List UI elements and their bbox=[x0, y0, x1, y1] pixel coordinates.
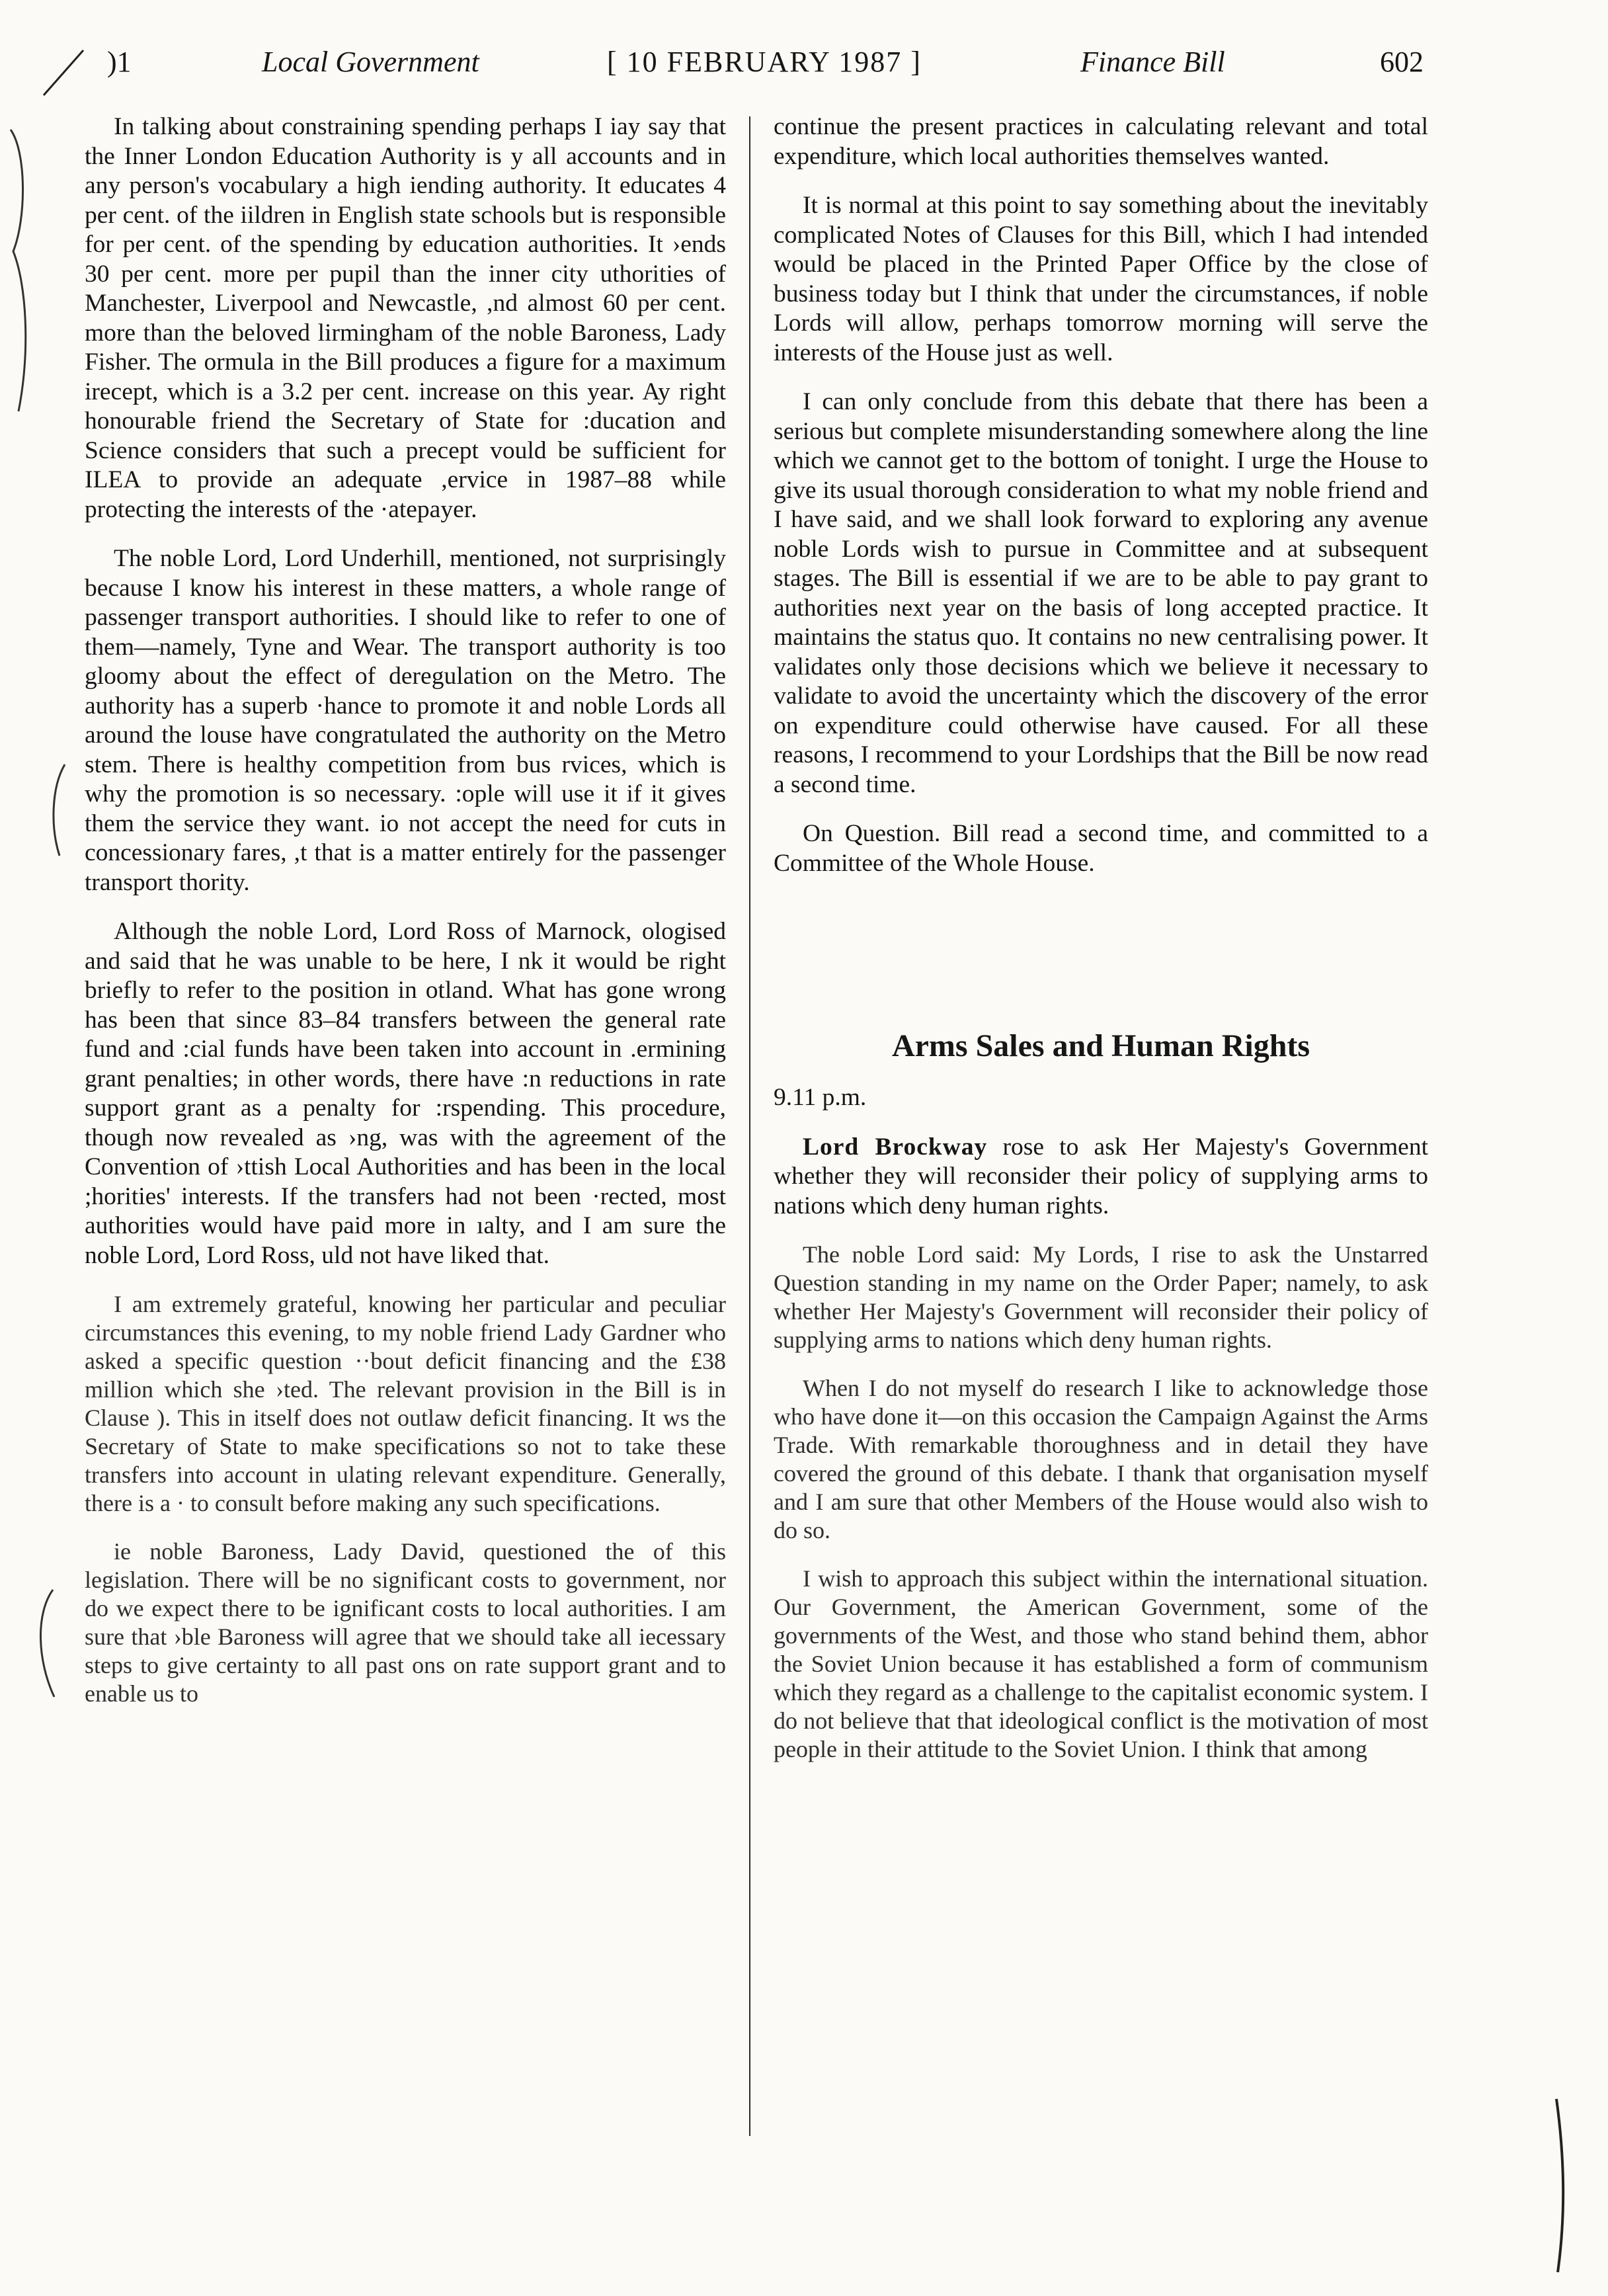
pen-stroke-mark bbox=[41, 46, 87, 99]
body-paragraph: continue the present practices in calculating relevant and total expenditure, which local authorities themselves wanted. bbox=[774, 113, 1428, 170]
column-divider bbox=[749, 116, 750, 2136]
question-text: rose to ask Her Majesty's Government whether they will reconsider their policy of supplying arms to nations which deny human rights. bbox=[774, 1133, 1428, 1219]
right-column bbox=[774, 112, 1428, 1784]
body-paragraph: Although the noble Lord, Lord Ross of Marnock, ologised and said that he was unable to be here, I nk it would be right briefly to refer to the position in otland. What has gone wrong has been that since 83–84 transfers between the general rate fund and :cial funds have been taken into account in .ermining grant penalties; in other words, there have :n reductions in rate support grant as a penalty for :rspending. This procedure, though now revealed as ›ng, was with the agreement of the Convention of ›ttish Local Authorities and has been in the local ;horities' interests. If the transfers had not been ·rected, most authorities would have paid more in ıalty, and I am sure the noble Lord, Lord Ross, uld not have liked that. bbox=[85, 918, 726, 1269]
body-paragraph: ie noble Baroness, Lady David, questioned the of this legislation. There will be no significant costs to government, nor do we expect there to be ignificant costs to local authorities. I am sure that ›ble Baroness will agree that we should take all iecessary steps to give certainty to all past ons on rate support grant and to enable us to bbox=[85, 1538, 726, 1707]
body-paragraph: In talking about constraining spending perhaps I iay say that the Inner London Education Authority is y all accounts and in any person's vocabulary a high iending authority. It educates 4 per cent. of the iildren in English state schools but is responsible for per cent. of the spending by education authorities. It ›ends 30 per cent. more per pupil than the inner city uthorities of Manchester, Liverpool and Newcastle, ,nd almost 60 per cent. more than the beloved lirmingham of the noble Baroness, Lady Fisher. The ormula in the Bill produces a figure for a maximum irecept, which is a 3.2 per cent. increase on this year. Ay right honourable friend the Secretary of State for :ducation and Science considers that such a precept vould be sufficient for ILEA to provide an adequate ,ervice in 1987–88 while protecting the interests of the ·atepayer. bbox=[85, 113, 726, 523]
body-paragraph: When I do not myself do research I like to acknowledge those who have done it—on this occasion the Campaign Against the Arms Trade. With remarkable thoroughness and in detail they have covered the ground of this debate. I thank that organisation myself and I am sure that other Members of the House would also wish to do so. bbox=[774, 1375, 1428, 1543]
header-column-left: )1 bbox=[107, 46, 132, 78]
header-bill-title: Finance Bill bbox=[1080, 46, 1225, 78]
body-paragraph: I wish to approach this subject within the international situation. Our Government, the American Government, some of the governments of the West, and those who stand behind them, abhor the Soviet Union because it has established a form of communism which they regard as a challenge to the capitalist economic system. I do not believe that that ideological conflict is the motivation of most people in their attitude to the Soviet Union. I think that among bbox=[774, 1565, 1428, 1762]
question-paragraph bbox=[774, 1133, 1428, 1221]
body-paragraph: It is normal at this point to say something about the inevitably complicated Notes of Clauses for this Bill, which I had intended would be placed in the Printed Paper Office by the close of business today but I think that under the circumstances, if noble Lords will allow, perhaps tomorrow morning will serve the interests of the House just as well. bbox=[774, 192, 1428, 366]
margin-bracket-mark bbox=[45, 760, 71, 860]
speaker-name: Lord Brockway bbox=[803, 1133, 988, 1161]
margin-bracket-mark bbox=[1545, 2096, 1571, 2275]
header-column-number: 602 bbox=[1380, 46, 1424, 78]
header-section-title: Local Government bbox=[262, 46, 479, 78]
section-heading: Arms Sales and Human Rights bbox=[891, 1028, 1310, 1063]
header-date: [ 10 FEBRUARY 1987 ] bbox=[607, 46, 922, 78]
left-column bbox=[85, 112, 726, 1728]
body-paragraph: The noble Lord, Lord Underhill, mentioned, not surprisingly because I know his interest in these matters, a whole range of passenger transport authorities. I should like to refer to one of them—namely, Tyne and Wear. The transport authority is too gloomy about the effect of deregulation on the Metro. The authority has a superb ·hance to promote it and noble Lords all around the louse have congratulated the authority on the Metro stem. There is healthy competition from bus rvices, which is why the promotion is so necessary. :ople will use it if it gives them the service they want. io not accept the need for cuts in concessionary fares, ,t that is a matter entirely for the passenger transport thority. bbox=[85, 545, 726, 896]
debate-time: 9.11 p.m. bbox=[774, 1084, 867, 1111]
margin-bracket-mark bbox=[4, 126, 44, 417]
body-paragraph: I am extremely grateful, knowing her particular and peculiar circumstances this evening, to my noble friend Lady Gardner who asked a specific question ··bout deficit financing and the £38 million which she ›ted. The relevant provision in the Bill is in Clause ). This in itself does not outlaw deficit financing. It ws the Secretary of State to make specifications so not to take these transfers into account in ulating relevant expenditure. Generally, there is a · to consult before making any such specifications. bbox=[85, 1291, 726, 1516]
margin-bracket-mark bbox=[29, 1587, 62, 1700]
body-paragraph: On Question. Bill read a second time, and committed to a Committee of the Whole House. bbox=[774, 820, 1428, 877]
body-paragraph: I can only conclude from this debate that there has been a serious but complete misunderstanding somewhere along the line which we cannot get to the bottom of tonight. I urge the House to give its usual thorough consideration to what my noble friend and I have said, and we shall look forward to exploring any avenue noble Lords wish to pursue in Committee and at subsequent stages. The Bill is essential if we are to be able to pay grant to authorities next year on the basis of long accepted practice. It maintains the status quo. It contains no new centralising power. It validates only those decisions which we believe it necessary to validate to avoid the uncertainty which the discovery of the error on expenditure could otherwise have caused. For all these reasons, I recommend to your Lordships that the Bill be now read a second time. bbox=[774, 388, 1428, 798]
body-paragraph: The noble Lord said: My Lords, I rise to ask the Unstarred Question standing in my name on the Order Paper; namely, to ask whether Her Majesty's Government will reconsider their policy of supplying arms to nations which deny human rights. bbox=[774, 1241, 1428, 1353]
